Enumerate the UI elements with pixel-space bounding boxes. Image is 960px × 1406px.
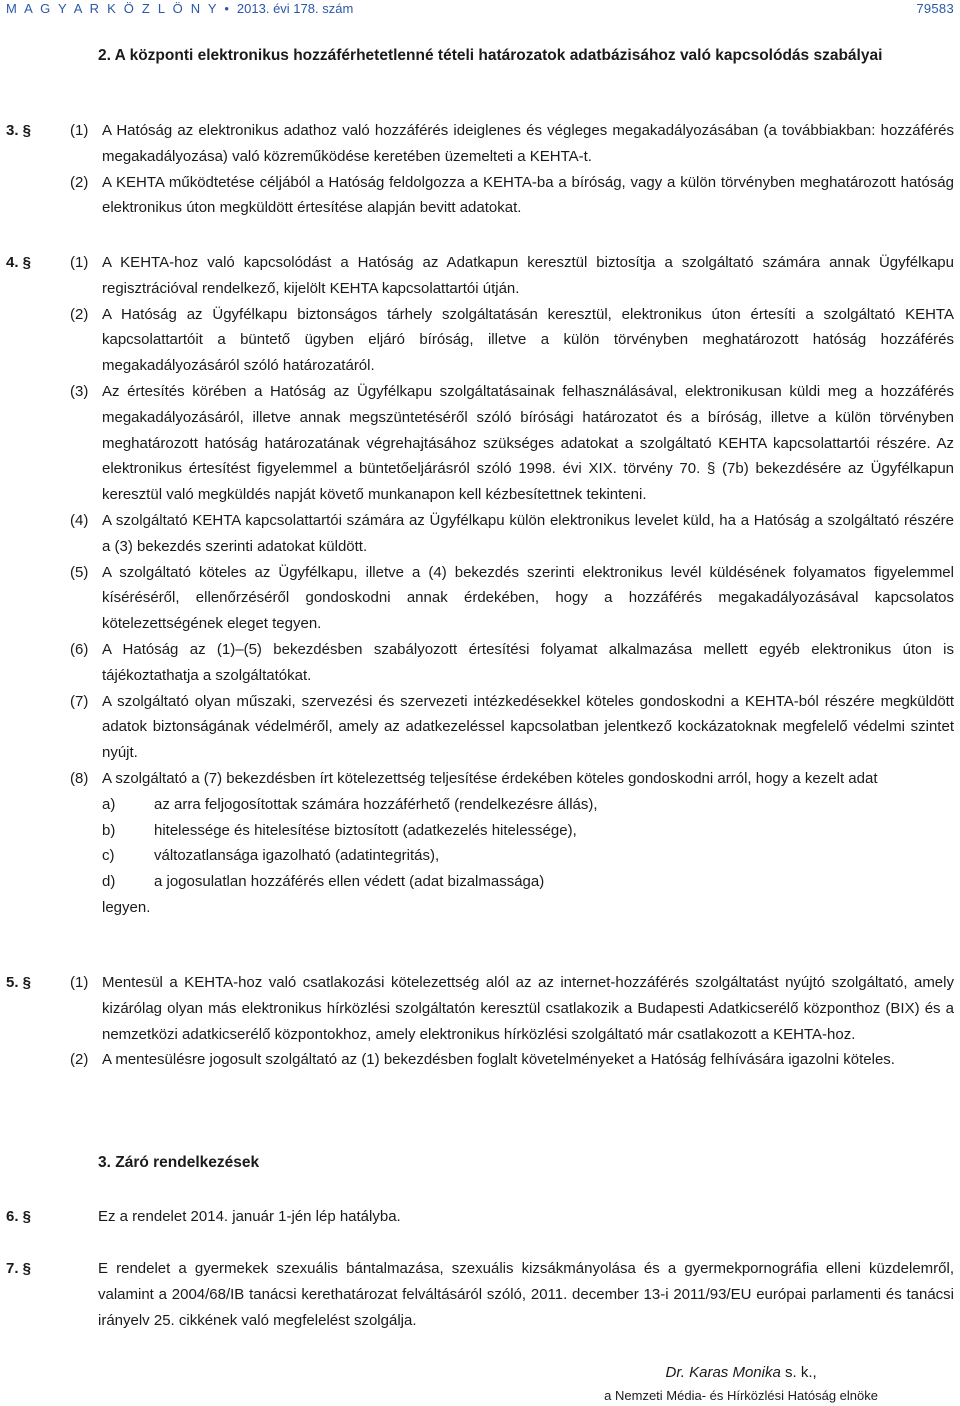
subsection: [70, 170, 954, 222]
subsection-text: A szolgáltató olyan műszaki, szervezési és szervezeti intézkedésekkel köteles gondoskodni a KEHTA-ból részére megküldött adatok biztonságának védelméről, amely az adatkezeléssel kapcsolatban jelentkező kockázatoknak megfelelő védelmi szintet nyújt.: [102, 692, 954, 762]
list-item-letter: b): [102, 821, 116, 839]
list-item-text: hitelessége és hitelesítése biztosított (adatkezelés hitelessége),: [154, 821, 577, 839]
paragraph-7-text: E rendelet a gyermekek szexuális bántalmazása, szexuális kizsákmányolása és a gyermekpornográfia elleni küzdelemről, valamint a 2004/68/IB tanácsi kerethatározat felváltásáról szóló, 2011. december 13-i 2011/93/EU európai parlamenti és tanácsi irányelv 25. cikkének való megfelelést szolgálja.: [98, 1260, 954, 1329]
list-item-letter: c): [102, 847, 115, 865]
signatory-role: a Nemzeti Média- és Hírközlési Hatóság elnöke: [604, 1387, 878, 1403]
subsection-number: (8): [70, 769, 89, 787]
subsection-text: A Hatóság az Ügyfélkapu biztonságos tárhely szolgáltatásán keresztül, elektronikus úton értesíti a szolgáltató KEHTA kapcsolattartóit a büntető ügyben eljáró bíróság, illetve a külön törvényben meghatározott hatóság hozzáférés megakadályozásáról szóló határozatáról.: [102, 305, 954, 375]
paragraph-3: [6, 118, 954, 221]
paragraph-4-items: [6, 250, 954, 792]
subsection-text: A szolgáltató köteles az Ügyfélkapu, illetve a (4) bekezdés szerinti elektronikus levél küldésének folyamatos figyelemmel kíséréséről, ellenőrzéséről gondoskodni annak érdekében, hogy a hozzáférés megakadályozásával kapcsolatos kötelezettségének eleget tegyen.: [102, 563, 954, 633]
header-separator: •: [224, 1, 232, 16]
list-item-text: változatlansága igazolható (adatintegritás),: [154, 847, 440, 865]
subsection: [70, 970, 954, 1047]
subsection-text: A Hatóság az elektronikus adathoz való hozzáférés ideiglenes és végleges megakadályozásában (a továbbiakban: hozzáférés megakadályozása) való közreműködése keretében üzemelteti a KEHTA-t.: [102, 122, 954, 165]
subsection: [70, 560, 954, 637]
subsection-number: (6): [70, 640, 89, 658]
subsection: [70, 1047, 954, 1073]
subsection-text: A KEHTA-hoz való kapcsolódást a Hatóság az Adatkapun keresztül biztosítja a szolgáltató számára annak Ügyfélkapu regisztrációval rendelkező, kijelölt KEHTA kapcsolattartói útján.: [102, 254, 954, 297]
issue-number: 2013. évi 178. szám: [236, 1, 354, 16]
signatory-name: Dr. Karas Monika: [665, 1364, 781, 1381]
subsection: [70, 637, 954, 689]
subsection: [70, 508, 954, 560]
subsection: [70, 302, 954, 379]
paragraph-number: 5. §: [6, 974, 32, 991]
subsection-number: (1): [70, 254, 89, 271]
list-item-letter: d): [102, 873, 116, 891]
paragraph-number: 7. §: [6, 1260, 32, 1277]
subsection: [70, 379, 954, 508]
subsection: [70, 250, 954, 302]
subsection: [70, 766, 954, 792]
subsection-number: (5): [70, 563, 89, 581]
section-2-title: 2. A központi elektronikus hozzáférhetetlenné tételi határozatok adatbázisához való kapcsolódás szabályai: [98, 47, 883, 64]
list-item: [102, 818, 954, 844]
list-item: [102, 869, 954, 895]
list-item: [102, 792, 954, 818]
paragraph-number: 6. §: [6, 1208, 32, 1225]
paragraph-6-text: Ez a rendelet 2014. január 1-jén lép hatályba.: [98, 1208, 401, 1225]
paragraph-4-subitems: [6, 792, 954, 895]
page-number: 79583: [916, 1, 954, 16]
signatory-suffix: s. k.,: [780, 1364, 817, 1381]
subsection-number: (7): [70, 692, 89, 710]
subsection-text: A KEHTA működtetése céljából a Hatóság feldolgozza a KEHTA-ba a bíróság, vagy a külön törvényben meghatározott hatóság elektronikus úton megküldött értesítése alapján bevitt adatokat.: [102, 173, 954, 217]
section-3-title: 3. Záró rendelkezések: [98, 1154, 260, 1171]
paragraph-number: 3. §: [6, 122, 32, 139]
subsection-number: (1): [70, 122, 89, 139]
list-item-letter: a): [102, 795, 116, 813]
paragraph-5: [6, 970, 954, 1073]
closing-word: legyen.: [102, 898, 151, 916]
subsection-text: Az értesítés körében a Hatóság az Ügyfélkapu szolgáltatásainak felhasználásával, elektronikusan küldi meg a hozzáférés megakadályozásáról, illetve annak megszüntetéséről szóló bírósági határozatot és a bíróság, illetve a külön törvényben meghatározott hatóság határozatának végrehajtásához szükséges adatokat a szolgáltató KEHTA kapcsolattartói részére. Az elektronikus értesítést figyelemmel a büntetőeljárásról szóló 1998. évi XIX. törvény 70. § (7b) bekezdésére az Ügyfélkapun keresztül való megküldés napját követő munkanapon kell kézbesítettnek tekinteni.: [102, 382, 954, 504]
signature-block: [604, 1360, 878, 1406]
paragraph-3-items: [6, 118, 954, 221]
list-item-text: a jogosulatlan hozzáférés ellen védett (adat bizalmassága): [154, 873, 545, 891]
list-item-text: az arra feljogosítottak számára hozzáférhető (rendelkezésre állás),: [154, 795, 598, 813]
subsection-text: A mentesülésre jogosult szolgáltató az (1) bekezdésben foglalt követelményeket a Hatóság felhívására igazolni köteles.: [102, 1051, 895, 1069]
subsection-text: A szolgáltató a (7) bekezdésben írt kötelezettség teljesítése érdekében köteles gondoskodni arról, hogy a kezelt adat: [102, 769, 878, 787]
subsection-number: (2): [70, 1051, 89, 1069]
paragraph-5-items: [6, 970, 954, 1073]
subsection-number: (2): [70, 173, 89, 191]
journal-title: M A G Y A R K Ö Z L Ö N Y: [6, 1, 219, 16]
subsection-text: A szolgáltató KEHTA kapcsolattartói számára az Ügyfélkapu külön elektronikus levelet küld, ha a Hatóság a szolgáltató részére a (3) bekezdés szerinti adatokat küldött.: [102, 511, 954, 555]
subsection-text: A Hatóság az (1)–(5) bekezdésben szabályozott értesítési folyamat alkalmazása mellett egyéb elektronikus úton is tájékoztathatja a szolgáltatókat.: [102, 640, 954, 684]
paragraph-4: [6, 250, 954, 921]
page-header: [6, 0, 954, 20]
subsection-text: Mentesül a KEHTA-hoz való csatlakozási kötelezettség alól az az internet-hozzáférés szolgáltatást nyújtó szolgáltató, amely kizárólag olyan más elektronikus hírközlési szolgáltatón keresztül csatlakozik a Budapesti Adatkicserélő központhoz (BIX) és a nemzetközi adatkicserélő központokhoz, amely elektronikus hírközlési szolgáltató már csatlakozott a KEHTA-hoz.: [102, 974, 954, 1043]
subsection: [70, 689, 954, 766]
subsection-number: (1): [70, 974, 89, 991]
journal-header: [6, 0, 353, 18]
paragraph-number: 4. §: [6, 254, 32, 271]
list-item: [102, 843, 954, 869]
subsection-number: (4): [70, 511, 89, 529]
subsection: [70, 118, 954, 170]
subsection-number: (3): [70, 382, 89, 400]
subsection-number: (2): [70, 305, 89, 323]
